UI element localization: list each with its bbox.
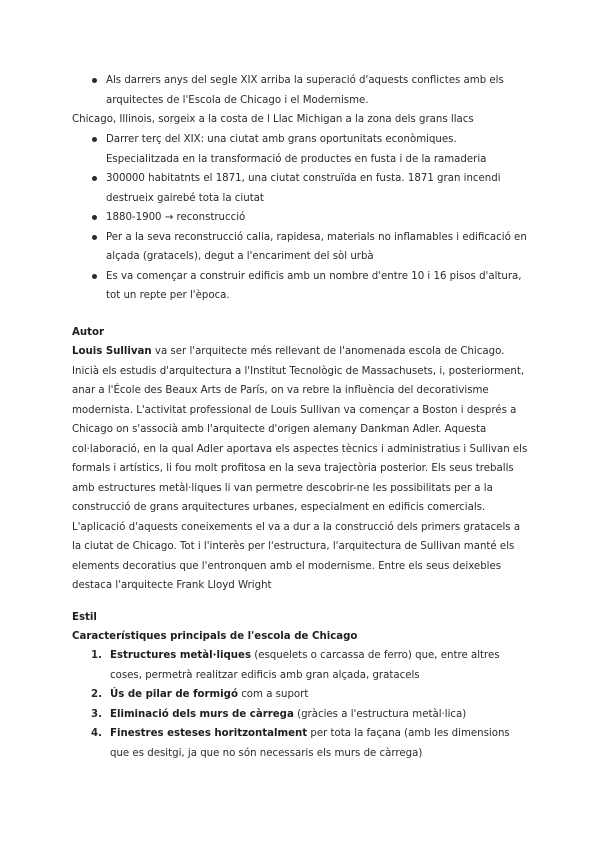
- item-text: com a suport: [237, 689, 309, 700]
- estil-heading: Estil: [72, 612, 97, 623]
- item-text: (gràcies a l'estructura metàl·lica): [293, 708, 467, 720]
- autor-heading: Autor: [72, 327, 105, 338]
- item-bold: Eliminació dels murs de càrrega: [110, 708, 294, 720]
- item-number: 4.: [91, 728, 102, 739]
- item-text: (esquelets o carcassa de ferro) que, entre altres coses, permetrà realitzar edificis amb gran alçada, gratacels: [110, 650, 500, 681]
- autor-name: Louis Sullivan: [72, 346, 152, 357]
- list-item: Per a la seva reconstrucció calia, rapidesa, materials no inflamables i edificació en alçada (gratacels), degut a l'encariment del sòl urbà: [72, 228, 532, 267]
- estil-subheading: Característiques principals de l'escola de Chicago: [72, 631, 358, 642]
- list-item: [72, 685, 532, 705]
- intro-section: [72, 71, 532, 110]
- item-bold: Ús de pilar de formigó: [110, 689, 238, 700]
- autor-paragraph: [72, 342, 532, 596]
- list-item: 300000 habitatnts el 1871, una ciutat construïda en fusta. 1871 gran incendi destrueix gairebé tota la ciutat: [72, 169, 532, 208]
- list-item: [72, 705, 532, 725]
- item-text: per tota la façana (amb les dimensions que es desitgi, ja que no són necessaris els murs de càrrega): [110, 728, 510, 759]
- list-item: [72, 724, 532, 763]
- list-item: Es va començar a construir edificis amb un nombre d'entre 10 i 16 pisos d'altura, tot un repte per l'època.: [72, 267, 532, 306]
- item-number: 2.: [91, 689, 102, 700]
- autor-text: va ser l'arquitecte més rellevant de l'anomenada escola de Chicago. Inicià els estudis d'arquitectura a l'Institut Tecnològic de Massachusets, i, posteriorment, anar a l'École des Beaux Arts de París, on va rebre la influència del decorativisme modernista. L'activitat professional de Louis Sullivan va començar a Boston i després a Chicago on s'associà amb l'arquitecte d'origen alemany Dankman Adler. Aquesta col·laboració, en la qual Adler aportava els aspectes tècnics i administratius i Sullivan els formals i artístics, li fou molt profitosa en la seva trajectòria posterior. Els seus treballs amb estructures metàl·liques li van permetre descobrir-ne les possibilitats per a la construcció de grans arquitectures urbanes, especialment en edificis comercials. L'aplicació d'aquests coneixements el va a dur a la construcció dels primers gratacels a la ciutat de Chicago. Tot i l'interès per l'estructura, l'arquitectura de Sullivan manté els elements decoratius que l'entronquen amb el modernisme. Entre els seus deixebles destaca l'arquitecte Frank Lloyd Wright: [72, 346, 528, 591]
- list-item: [72, 646, 532, 685]
- list-item: Darrer terç del XIX: una ciutat amb grans oportunitats econòmiques. Especialitzada en la transformació de productes en fusta i de la ramaderia: [72, 130, 532, 169]
- list-item: Als darrers anys del segle XIX arriba la superació d'aquests conflictes amb els arquitectes de l'Escola de Chicago i el Modernisme.: [72, 71, 532, 110]
- item-bold: Finestres esteses horitzontalment: [110, 728, 308, 739]
- item-number: 3.: [91, 708, 102, 720]
- item-number: 1.: [91, 650, 102, 661]
- intro-list: [72, 71, 532, 110]
- item-bold: Estructures metàl·liques: [110, 650, 252, 661]
- list-item: 1880-1900 → reconstrucció: [72, 208, 532, 228]
- chicago-section: [72, 130, 532, 306]
- chicago-line: Chicago, Illinois, sorgeix a la costa de l Llac Michigan a la zona dels grans llacs: [72, 114, 474, 125]
- chicago-list: [72, 130, 532, 306]
- characteristics-list: [72, 646, 532, 763]
